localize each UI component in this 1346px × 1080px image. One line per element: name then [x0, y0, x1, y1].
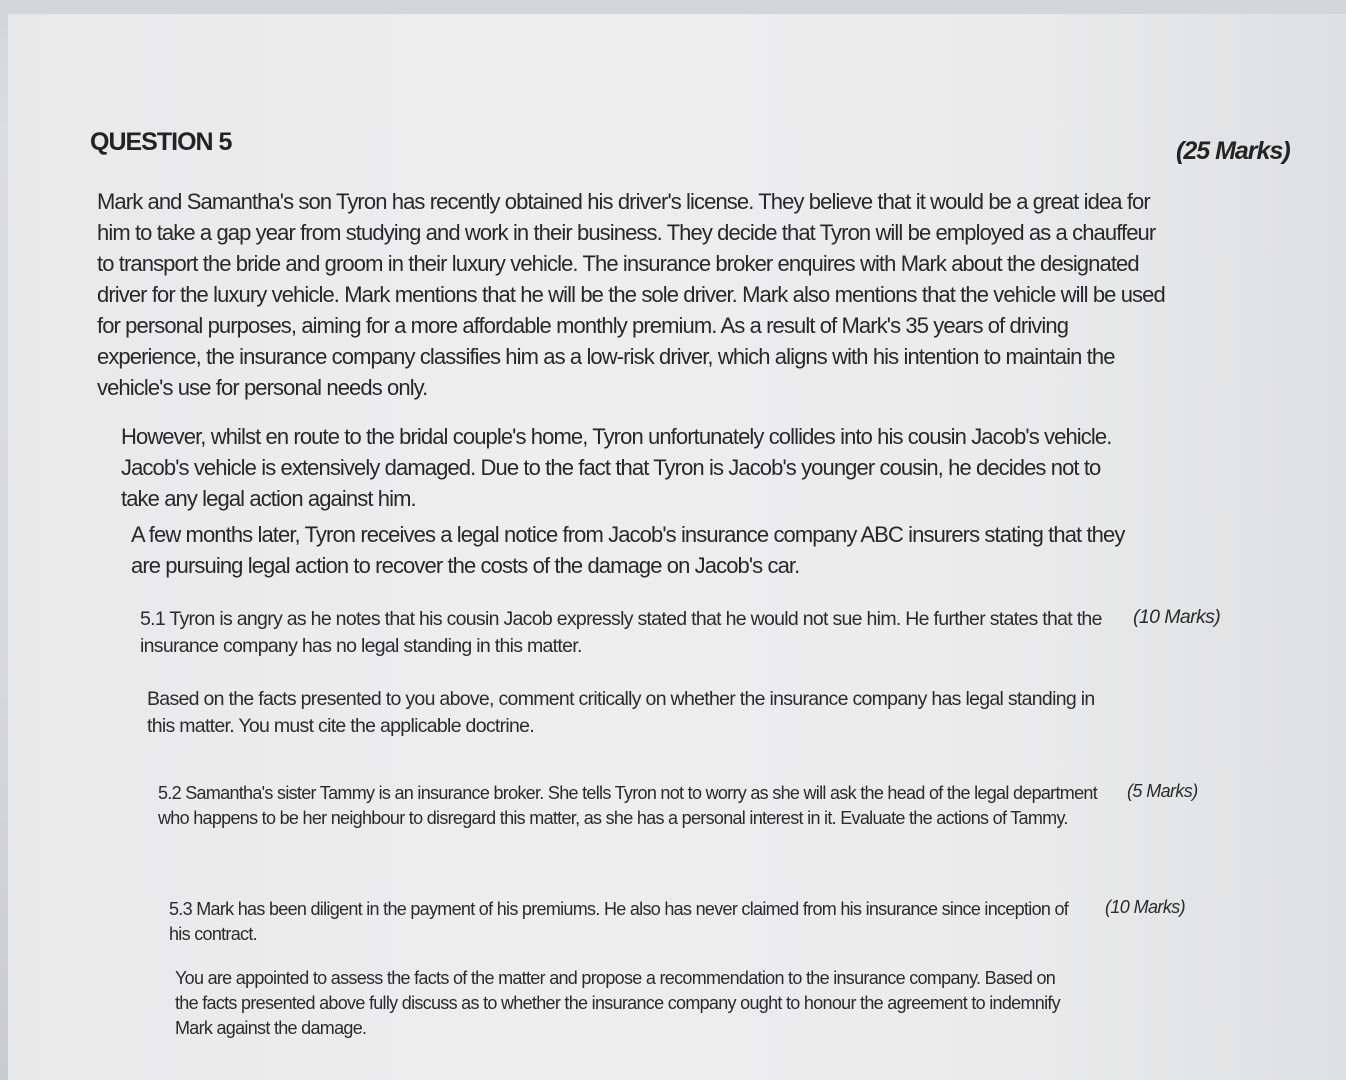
sub-question-5-1: 5.1 Tyron is angry as he notes that his cousin Jacob expressly stated that he would not sue him. He further states that the insurance company has no legal standing in this matter.	[140, 608, 1102, 657]
sub-question-5-1-instruction: Based on the facts presented to you above, comment critically on whether the insurance company has legal standing in this matter. You must cite the applicable doctrine.	[147, 688, 1095, 737]
sub-question-5-2-marks: (5 Marks)	[1127, 781, 1198, 801]
question-total-marks: (25 Marks)	[1176, 137, 1290, 165]
sub-question-5-3: 5.3 Mark has been diligent in the payment of his premiums. He also has never claimed from his insurance since inception of his contract.	[169, 899, 1069, 944]
sub-question-5-1-marks: (10 Marks)	[1133, 606, 1221, 628]
sub-question-5-3-instruction: You are appointed to assess the facts of the matter and propose a recommendation to the insurance company. Based on the facts presented above fully discuss as to whether the insurance company ought to honour the agreement to indemnify Mark against the damage.	[175, 968, 1060, 1038]
scenario-paragraph-3: A few months later, Tyron receives a legal notice from Jacob's insurance company ABC insurers stating that they are pursuing legal action to recover the costs of the damage on Jacob's car.	[131, 522, 1125, 578]
question-heading: QUESTION 5	[90, 128, 232, 156]
sub-question-5-3-marks: (10 Marks)	[1105, 897, 1186, 917]
sub-question-5-2: 5.2 Samantha's sister Tammy is an insurance broker. She tells Tyron not to worry as she will ask the head of the legal department who happens to be her neighbour to disregard this matter, as she has a personal interest in it. Evaluate the actions of Tammy.	[158, 783, 1097, 828]
scenario-paragraph-2: However, whilst en route to the bridal couple's home, Tyron unfortunately collides into his cousin Jacob's vehicle. Jacob's vehicle is extensively damaged. Due to the fact that Tyron is Jacob's younger cousin, he decides not to take any legal action against him.	[121, 424, 1112, 511]
scenario-paragraph-1: Mark and Samantha's son Tyron has recently obtained his driver's license. They believe that it would be a great idea for him to take a gap year from studying and work in their business. They decide that Tyron will be employed as a chauffeur to transport the bride and groom in their luxury vehicle. The insurance broker enquires with Mark about the designated driver for the luxury vehicle. Mark mentions that he will be the sole driver. Mark also mentions that the vehicle will be used for personal purposes, aiming for a more affordable monthly premium. As a result of Mark's 35 years of driving experience, the insurance company classifies him as a low-risk driver, which aligns with his intention to maintain the vehicle's use for personal needs only.	[97, 189, 1165, 400]
